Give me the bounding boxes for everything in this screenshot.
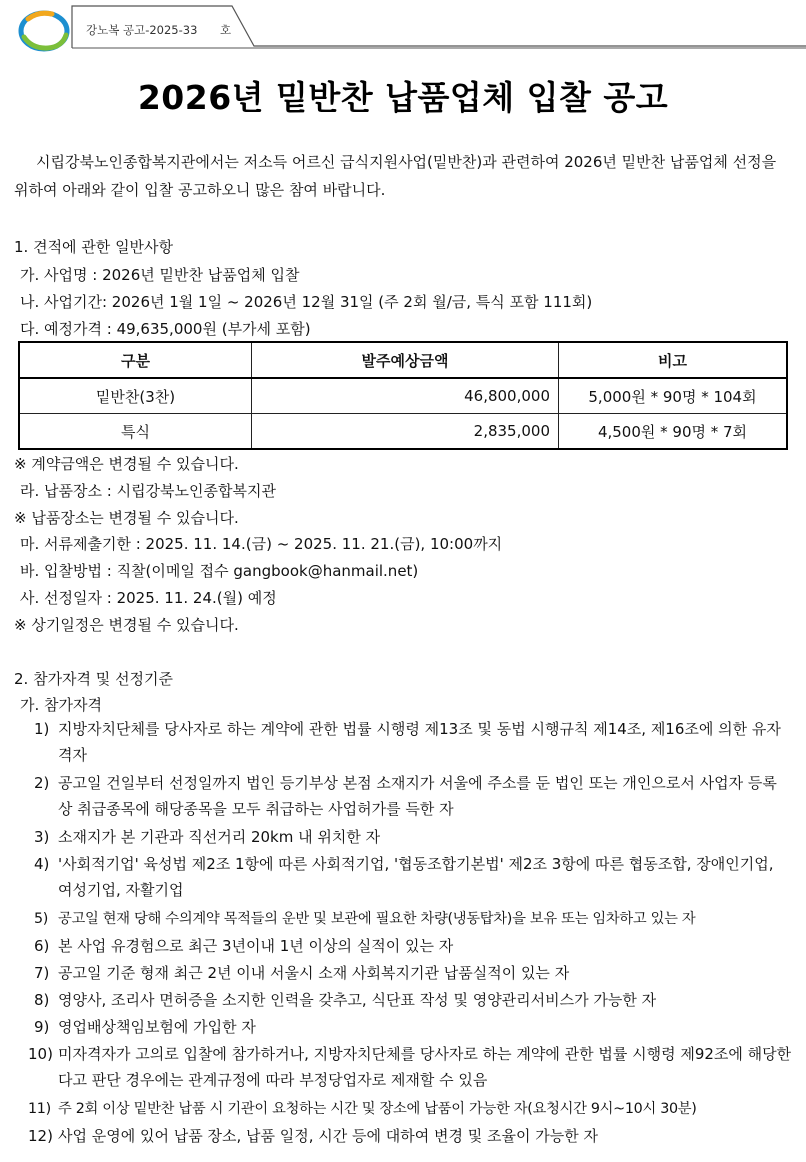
list-item [34, 824, 792, 850]
list-item-text: '사회적기업' 육성법 제2조 1항에 따른 사회적기업, '협동조합기본법' 제2조 3항에 따른 협동조합, 장애인기업, 여성기업, 자활기업 [58, 855, 774, 899]
document-header [0, 0, 806, 60]
list-item-text: 본 사업 유경험으로 최근 3년이내 1년 이상의 실적이 있는 자 [58, 937, 454, 955]
list-item [34, 716, 792, 768]
list-item-text: 사업 운영에 있어 납품 장소, 납품 일정, 시간 등에 대하여 변경 및 조율이 가능한 자 [58, 1127, 598, 1145]
list-item-text: 공고일 기준 형재 최근 2년 이내 서울시 소재 사회복지기관 납품실적이 있는 자 [58, 964, 570, 982]
table-cell: 46,800,000 [252, 378, 559, 414]
project-name: 가. 사업명 : 2026년 밑반찬 납품업체 입찰 [20, 266, 300, 284]
list-item-text: 지방자치단체를 당사자로 하는 계약에 관한 법률 시행령 제13조 및 동법 시행규칙 제14조, 제16조에 의한 유자격자 [58, 720, 781, 764]
selection-date: 사. 선정일자 : 2025. 11. 24.(월) 예정 [20, 589, 277, 607]
list-item [34, 987, 792, 1013]
page-title: 2026년 밑반찬 납품업체 입찰 공고 [137, 78, 669, 117]
table-header-row [19, 342, 787, 378]
list-item-number: 8) [34, 991, 50, 1009]
estimated-price: 다. 예정가격 : 49,635,000원 (부가세 포함) [20, 320, 311, 338]
submission-deadline: 마. 서류제출기한 : 2025. 11. 14.(금) ~ 2025. 11. 21.(금), 10:00까지 [20, 535, 503, 553]
budget-table [18, 341, 788, 450]
organization-logo-icon [18, 9, 70, 53]
table-cell: 밑반찬(3찬) [19, 378, 252, 414]
bidding-method: 바. 입찰방법 : 직찰(이메일 접수 gangbook@hanmail.net) [20, 562, 419, 580]
eligibility-subheading: 가. 참가자격 [20, 696, 102, 714]
list-item-text: 공고일 현재 당해 수의계약 목적들의 운반 및 보관에 필요한 차량(냉동탑차)을 보유 또는 임차하고 있는 자 [58, 911, 696, 927]
project-period: 나. 사업기간: 2026년 1월 1일 ~ 2026년 12월 31일 (주 2회 월/금, 특식 포함 111회) [20, 293, 593, 311]
list-item-text: 영양사, 조리사 면허증을 소지한 인력을 갖추고, 식단표 작성 및 영양관리서비스가 가능한 자 [58, 991, 657, 1009]
delivery-location: 라. 납품장소 : 시립강북노인종합복지관 [20, 482, 276, 500]
table-cell: 5,000원 * 90명 * 104회 [559, 378, 788, 414]
note-delivery-location: ※ 납품장소는 변경될 수 있습니다. [14, 509, 239, 527]
list-item-number: 3) [34, 828, 50, 846]
table-cell: 특식 [19, 414, 252, 450]
list-item-number: 12) [28, 1127, 53, 1145]
list-item-text: 영업배상책임보험에 가입한 자 [58, 1018, 256, 1036]
list-item-number: 4) [34, 855, 50, 873]
list-item-number: 7) [34, 964, 50, 982]
table-header-cell: 구분 [19, 342, 252, 378]
table-row [19, 414, 787, 450]
section2-heading: 2. 참가자격 및 선정기준 [14, 670, 174, 688]
list-item [34, 770, 792, 822]
list-item [28, 1041, 792, 1093]
table-header-cell: 비고 [559, 342, 788, 378]
list-item [34, 933, 792, 959]
table-header-cell: 발주예상금액 [252, 342, 559, 378]
list-item-text: 공고일 건일부터 선정일까지 법인 등기부상 본점 소재지가 서울에 주소를 둔 법인 또는 개인으로서 사업자 등록 상 취급종목에 해당종목을 모두 취급하는 사업허가를 득한 자 [58, 774, 777, 818]
list-item [28, 1123, 792, 1149]
list-item-text: 주 2회 이상 밑반찬 납품 시 기관이 요청하는 시간 및 장소에 납품이 가능한 자(요청시간 9시~10시 30분) [58, 1101, 697, 1117]
document-number: 강노복 공고-2025-33 [86, 23, 198, 37]
list-item-number: 6) [34, 937, 50, 955]
document-number-suffix: 호 [220, 23, 232, 37]
list-item [28, 1096, 792, 1122]
section1-heading: 1. 견적에 관한 일반사항 [14, 238, 174, 256]
list-item-number: 9) [34, 1018, 50, 1036]
list-item-number: 2) [34, 774, 50, 792]
table-cell: 4,500원 * 90명 * 7회 [559, 414, 788, 450]
note-contract-amount: ※ 계약금액은 변경될 수 있습니다. [14, 455, 239, 473]
list-item [34, 1014, 792, 1040]
table-cell: 2,835,000 [252, 414, 559, 450]
list-item-text: 소재지가 본 기관과 직선거리 20km 내 위치한 자 [58, 828, 381, 846]
intro-paragraph: 시립강북노인종합복지관에서는 저소득 어르신 급식지원사업(밑반찬)과 관련하여 2026년 밑반찬 납품업체 선정을 위하여 아래와 같이 입찰 공고하오니 많은 참여 바랍니다. [14, 153, 777, 199]
list-item [34, 906, 792, 932]
note-schedule: ※ 상기일정은 변경될 수 있습니다. [14, 616, 239, 634]
list-item-number: 11) [28, 1101, 51, 1117]
list-item [34, 851, 792, 903]
list-item-number: 10) [28, 1045, 53, 1063]
list-item-number: 5) [34, 911, 49, 927]
list-item-number: 1) [34, 720, 50, 738]
list-item [34, 960, 792, 986]
table-row [19, 378, 787, 414]
list-item-text: 미자격자가 고의로 입찰에 참가하거나, 지방자치단체를 당사자로 하는 계약에 관한 법률 시행령 제92조에 해당한다고 판단 경우에는 관계규정에 따라 부정당업자로 제재할 수 있음 [58, 1045, 792, 1089]
